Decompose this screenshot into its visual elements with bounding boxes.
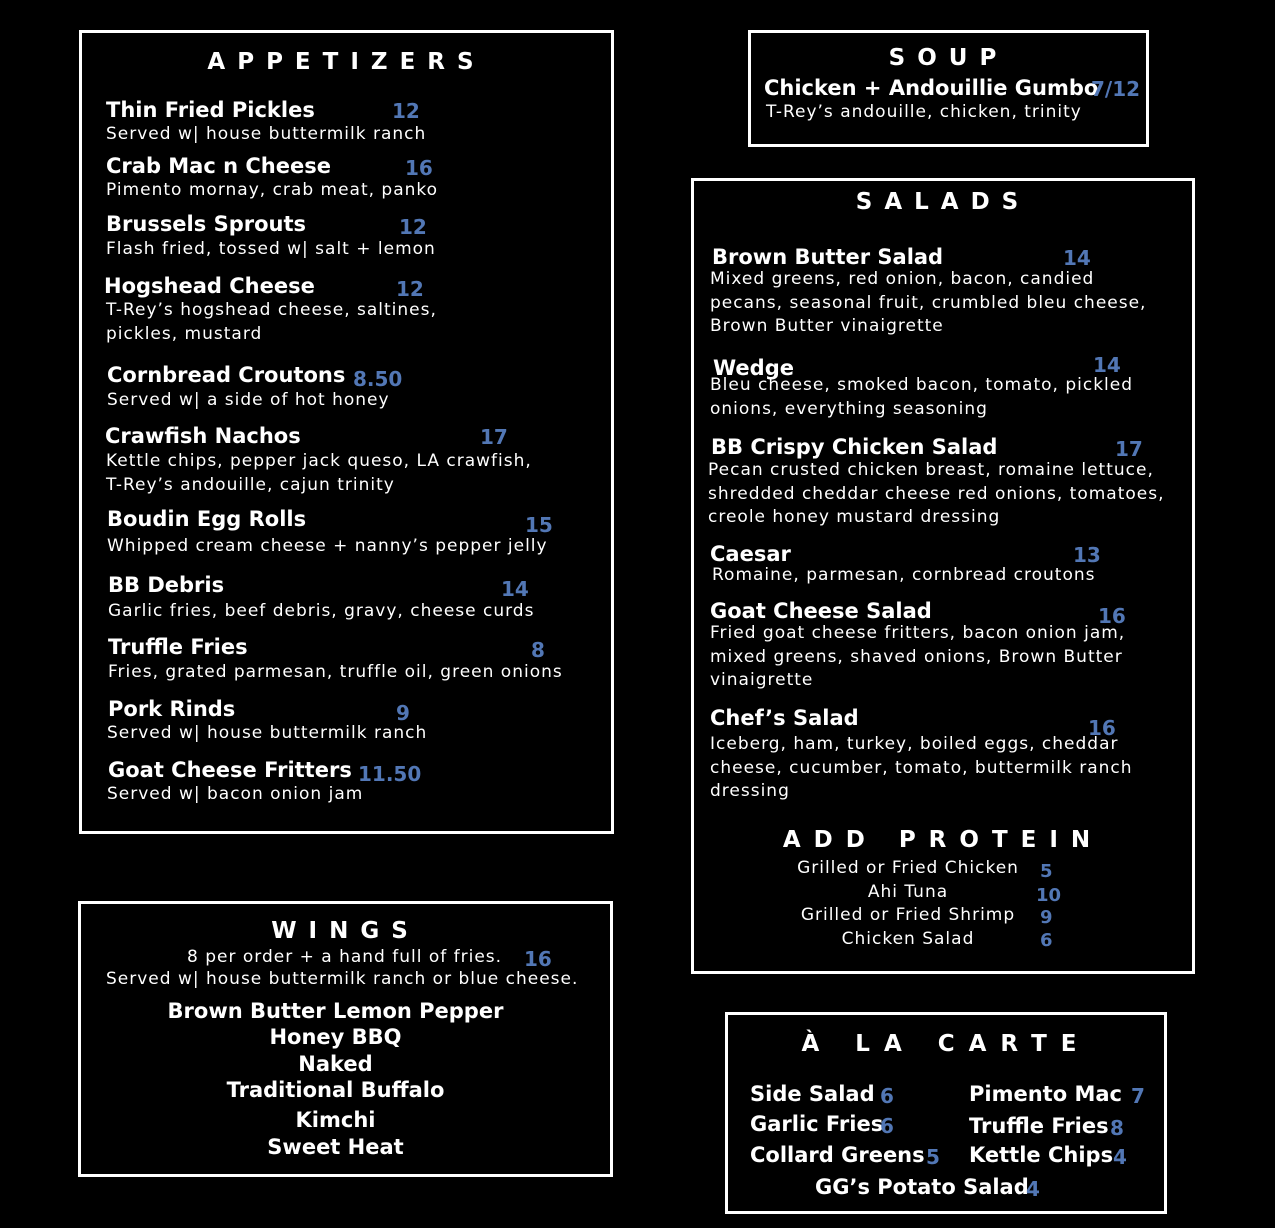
menu-item-description: pecans, seasonal fruit, crumbled bleu cheese, (710, 292, 1147, 313)
menu-item-price: 12 (399, 215, 427, 239)
protein-option-name: Chicken Salad (841, 929, 975, 949)
menu-item-price: 14 (501, 577, 529, 601)
menu-item-description: Served w| bacon onion jam (107, 784, 364, 804)
menu-item-name: BB Debris (108, 573, 225, 597)
menu-item-description: Fried goat cheese fritters, bacon onion jam, (710, 623, 1126, 643)
wing-flavor: Honey BBQ (269, 1025, 402, 1049)
menu-item-price: 17 (1115, 437, 1143, 461)
menu-item-description: Kettle chips, pepper jack queso, LA crawfish, (106, 451, 532, 471)
menu-item-price: 11.50 (358, 762, 422, 786)
menu-item-description: Served w| house buttermilk ranch (107, 723, 428, 743)
soup-section (748, 30, 1149, 147)
menu-item-name: Thin Fried Pickles (106, 98, 315, 122)
menu-item-name: Wedge (713, 356, 794, 380)
menu-item-description: shredded cheddar cheese red onions, tomatoes, (708, 483, 1165, 504)
carte-item-price: 6 (880, 1114, 894, 1138)
protein-option-name: Grilled or Fried Shrimp (800, 905, 1016, 925)
menu-item-name: BB Crispy Chicken Salad (711, 435, 998, 459)
menu-item-price: 16 (1098, 604, 1126, 628)
menu-item-description: pickles, mustard (106, 323, 263, 344)
carte-item-name: Kettle Chips (969, 1143, 1114, 1167)
wing-flavor: Brown Butter Lemon Pepper (167, 999, 504, 1023)
menu-item-description: Whipped cream cheese + nanny’s pepper jelly (107, 536, 548, 556)
menu-item-name: Brown Butter Salad (712, 245, 944, 269)
menu-item-description: Brown Butter vinaigrette (710, 316, 944, 336)
menu-item-description: Mixed greens, red onion, bacon, candied (710, 269, 1095, 289)
menu-item-name: Boudin Egg Rolls (107, 507, 307, 531)
carte-item-name: Truffle Fries (969, 1114, 1109, 1138)
menu-item-description: mixed greens, shaved onions, Brown Butter (710, 646, 1123, 667)
soup-title: SOUP (888, 45, 1009, 71)
menu-item-price: 16 (1088, 716, 1116, 740)
menu-item-name: Pork Rinds (108, 697, 236, 721)
carte-item-price: 6 (880, 1084, 894, 1108)
protein-option-name: Grilled or Fried Chicken (797, 858, 1019, 878)
protein-option-name: Ahi Tuna (867, 882, 949, 902)
menu-item-description: vinaigrette (710, 670, 814, 690)
menu-item-description: Pimento mornay, crab meat, panko (106, 180, 439, 200)
wings-title: WINGS (271, 918, 420, 944)
menu-item-name: Hogshead Cheese (104, 274, 315, 298)
menu-item-description: dressing (710, 781, 790, 801)
menu-item-name: Chef’s Salad (710, 706, 859, 730)
menu-item-description: Pecan crusted chicken breast, romaine lettuce, (708, 460, 1154, 480)
wing-flavor: Kimchi (295, 1108, 376, 1132)
menu-item-price: 13 (1073, 543, 1101, 567)
menu-item-name: Brussels Sprouts (106, 212, 306, 236)
menu-item-description: onions, everything seasoning (710, 398, 988, 419)
a-la-carte-title: À LA CARTE (801, 1031, 1091, 1057)
carte-item-price: 7 (1131, 1084, 1145, 1108)
menu-item-name: Cornbread Croutons (107, 363, 346, 387)
wing-flavor: Naked (298, 1052, 373, 1076)
wings-sauce-note: Served w| house buttermilk ranch or blue cheese. (106, 969, 579, 989)
soup-price: 7/12 (1091, 77, 1141, 101)
wings-price: 16 (524, 947, 552, 971)
carte-item-name: Side Salad (750, 1082, 875, 1106)
menu-item-name: Caesar (710, 542, 791, 566)
menu-item-price: 14 (1063, 246, 1091, 270)
carte-item-price: 4 (1026, 1177, 1040, 1201)
carte-item-price: 4 (1113, 1145, 1127, 1169)
menu-item-description: Iceberg, ham, turkey, boiled eggs, cheddar (710, 734, 1119, 754)
menu-item-price: 14 (1093, 353, 1121, 377)
soup-name: Chicken + Andouillie Gumbo (764, 76, 1099, 100)
menu-item-price: 8.50 (353, 367, 403, 391)
carte-item-name: Pimento Mac (969, 1082, 1122, 1106)
menu-item-price: 12 (392, 99, 420, 123)
menu-item-description: Fries, grated parmesan, truffle oil, green onions (108, 662, 563, 682)
add-protein-title: ADD PROTEIN (782, 827, 1104, 853)
menu-item-price: 17 (480, 425, 508, 449)
menu-item-price: 15 (525, 513, 553, 537)
menu-item-price: 8 (531, 638, 545, 662)
protein-option-price: 9 (1040, 907, 1053, 928)
wings-section (78, 901, 613, 1177)
menu-item-name: Crawfish Nachos (105, 424, 301, 448)
menu-item-description: Garlic fries, beef debris, gravy, cheese curds (108, 601, 535, 621)
menu-item-price: 9 (396, 701, 410, 725)
wing-flavor: Traditional Buffalo (226, 1078, 445, 1102)
menu-item-description: Served w| house buttermilk ranch (106, 124, 427, 144)
menu-item-name: Goat Cheese Fritters (108, 758, 352, 782)
wings-order-note: 8 per order + a hand full of fries. (187, 947, 503, 967)
wing-flavor: Sweet Heat (267, 1135, 404, 1159)
menu-item-price: 12 (396, 277, 424, 301)
carte-item-name: GG’s Potato Salad (815, 1175, 1029, 1199)
menu-item-description: creole honey mustard dressing (708, 507, 1001, 527)
protein-option-price: 5 (1040, 861, 1053, 882)
menu-item-description: cheese, cucumber, tomato, buttermilk ranch (710, 757, 1133, 778)
carte-item-name: Collard Greens (750, 1143, 925, 1167)
menu-item-name: Goat Cheese Salad (710, 599, 932, 623)
carte-item-name: Garlic Fries (750, 1112, 884, 1136)
soup-desc: T-Rey’s andouille, chicken, trinity (766, 102, 1082, 122)
salads-title: SALADS (855, 189, 1031, 215)
carte-item-price: 5 (926, 1145, 940, 1169)
menu-item-description: T-Rey’s andouille, cajun trinity (106, 474, 395, 495)
menu-item-name: Truffle Fries (108, 635, 248, 659)
protein-option-price: 10 (1036, 885, 1062, 906)
menu-item-description: T-Rey’s hogshead cheese, saltines, (106, 300, 437, 320)
menu-item-description: Romaine, parmesan, cornbread croutons (712, 565, 1096, 585)
carte-item-price: 8 (1110, 1116, 1124, 1140)
menu-item-description: Flash fried, tossed w| salt + lemon (106, 239, 436, 259)
protein-option-price: 6 (1040, 930, 1053, 951)
menu-item-name: Crab Mac n Cheese (106, 154, 331, 178)
menu-item-description: Served w| a side of hot honey (107, 390, 390, 410)
appetizers-title: APPETIZERS (207, 49, 486, 75)
menu-item-description: Bleu cheese, smoked bacon, tomato, pickled (710, 375, 1134, 395)
menu-item-price: 16 (405, 156, 433, 180)
